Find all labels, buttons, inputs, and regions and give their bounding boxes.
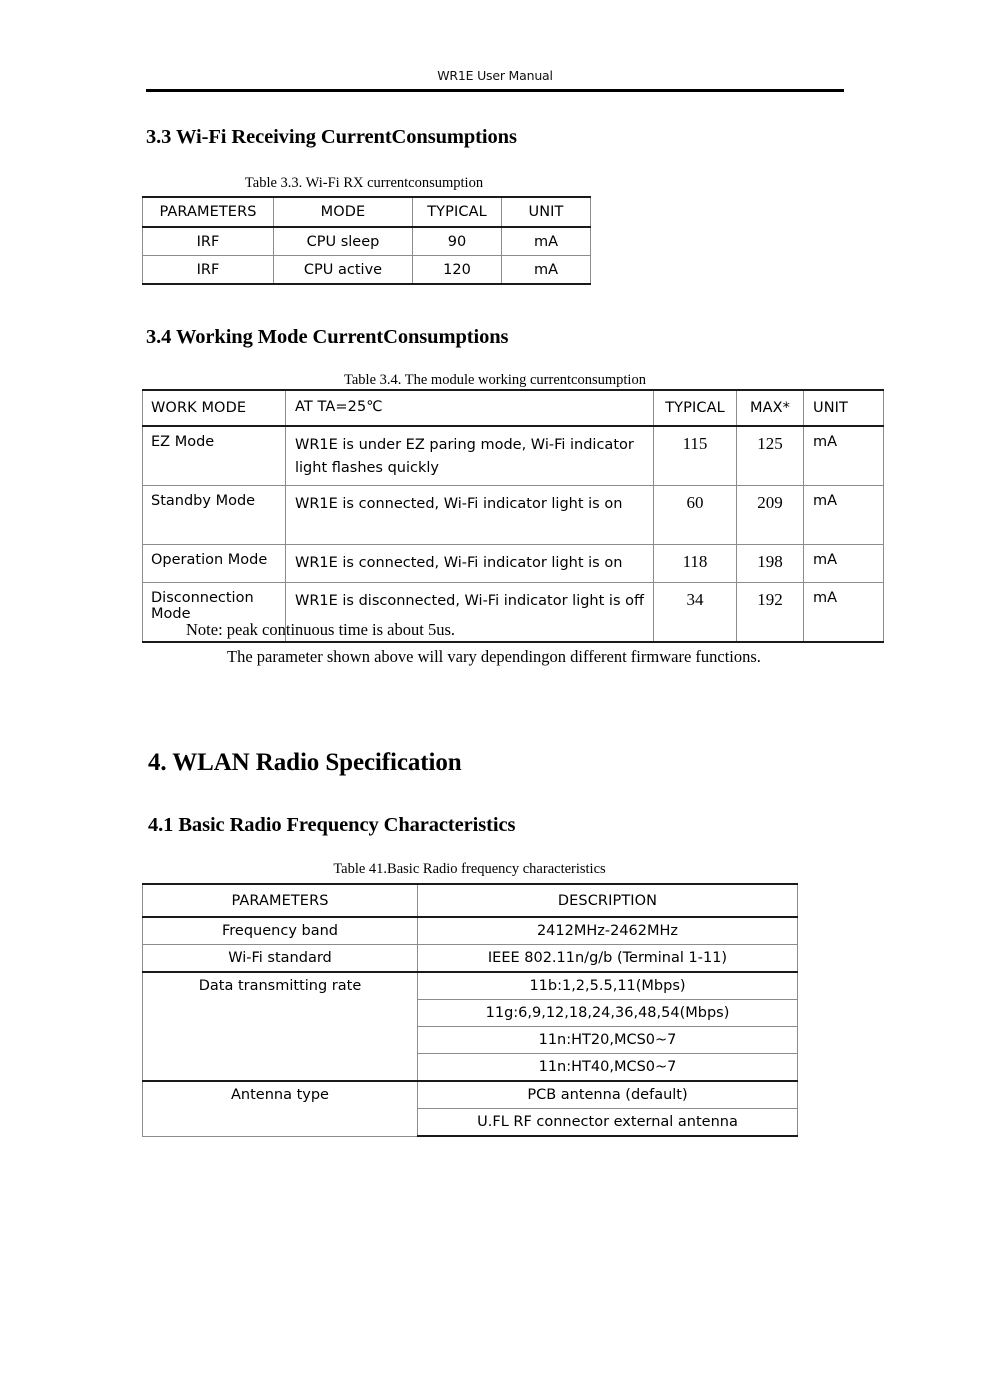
table-cell: 198 — [737, 545, 804, 583]
table-cell: CPU sleep — [274, 227, 413, 256]
table-cell: 11n:HT20,MCS0~7 — [418, 1027, 798, 1054]
table-cell: 120 — [413, 256, 502, 285]
table-3-4-header-at-ta: AT TA=25℃ — [286, 390, 654, 426]
table-cell: 192 — [737, 583, 804, 643]
table-row — [143, 426, 884, 486]
table-cell: 60 — [654, 486, 737, 545]
note-firmware-variation: The parameter shown above will vary dependingon different firmware functions. — [227, 647, 761, 666]
table-cell: Data transmitting rate — [143, 972, 418, 1081]
table-3-4 — [142, 389, 884, 643]
table-cell: WR1E is disconnected, Wi-Fi indicator light is off — [286, 583, 654, 643]
table-cell: 118 — [654, 545, 737, 583]
heading-3-3: 3.3 Wi-Fi Receiving CurrentConsumptions — [146, 126, 517, 148]
table-3-3-header-typical: TYPICAL — [413, 197, 502, 227]
table-cell: Wi-Fi standard — [143, 945, 418, 973]
table-4-1-header-parameters: PARAMETERS — [143, 884, 418, 917]
table-cell: 34 — [654, 583, 737, 643]
table-cell: WR1E is connected, Wi-Fi indicator light is on — [286, 486, 654, 545]
table-cell: mA — [804, 486, 884, 545]
table-cell: mA — [502, 227, 591, 256]
table-3-3-header-parameters: PARAMETERS — [143, 197, 274, 227]
table-cell: mA — [804, 583, 884, 643]
table-3-3-header-mode: MODE — [274, 197, 413, 227]
table-cell: mA — [502, 256, 591, 285]
table-row — [143, 945, 798, 973]
table-cell: Antenna type — [143, 1081, 418, 1136]
table-row — [143, 227, 591, 256]
table-cell: 125 — [737, 426, 804, 486]
caption-table-4-1: Table 41.Basic Radio frequency characteristics — [333, 861, 606, 877]
table-cell: 2412MHz-2462MHz — [418, 917, 798, 945]
table-3-4-header-typical: TYPICAL — [654, 390, 737, 426]
caption-table-3-4: Table 3.4. The module working currentconsumption — [344, 372, 646, 388]
table-row — [143, 390, 884, 426]
note-peak-time: Note: peak continuous time is about 5us. — [186, 620, 456, 639]
caption-table-3-3: Table 3.3. Wi-Fi RX currentconsumption — [244, 175, 484, 191]
table-cell: 115 — [654, 426, 737, 486]
table-row — [143, 545, 884, 583]
table-cell: WR1E is under EZ paring mode, Wi-Fi indicator light flashes quickly — [286, 426, 654, 486]
table-cell: IRF — [143, 256, 274, 285]
running-header: WR1E User Manual — [437, 68, 553, 83]
table-row — [143, 197, 591, 227]
table-cell: 90 — [413, 227, 502, 256]
table-4-1 — [142, 883, 798, 1137]
table-cell: 209 — [737, 486, 804, 545]
table-3-4-header-unit: UNIT — [804, 390, 884, 426]
table-cell: mA — [804, 426, 884, 486]
table-cell: WR1E is connected, Wi-Fi indicator light is on — [286, 545, 654, 583]
header-rule — [146, 89, 844, 92]
heading-3-4: 3.4 Working Mode CurrentConsumptions — [146, 326, 509, 348]
table-row — [143, 1081, 798, 1109]
table-cell: IRF — [143, 227, 274, 256]
table-cell: Disconnection Mode — [143, 583, 286, 643]
table-3-3 — [142, 196, 591, 285]
table-cell: U.FL RF connector external antenna — [418, 1109, 798, 1137]
table-row — [143, 256, 591, 285]
table-row — [143, 884, 798, 917]
table-3-4-header-max: MAX* — [737, 390, 804, 426]
table-cell: CPU active — [274, 256, 413, 285]
heading-4-1: 4.1 Basic Radio Frequency Characteristics — [148, 814, 516, 836]
table-row — [143, 972, 798, 1000]
table-cell: 11g:6,9,12,18,24,36,48,54(Mbps) — [418, 1000, 798, 1027]
table-cell: Standby Mode — [143, 486, 286, 545]
table-cell: PCB antenna (default) — [418, 1081, 798, 1109]
table-cell: Frequency band — [143, 917, 418, 945]
table-cell: EZ Mode — [143, 426, 286, 486]
table-cell: 11b:1,2,5.5,11(Mbps) — [418, 972, 798, 1000]
table-row — [143, 917, 798, 945]
table-3-3-header-unit: UNIT — [502, 197, 591, 227]
table-cell: Operation Mode — [143, 545, 286, 583]
table-4-1-header-description: DESCRIPTION — [418, 884, 798, 917]
table-3-4-header-work-mode: WORK MODE — [143, 390, 286, 426]
table-cell: IEEE 802.11n/g/b (Terminal 1-11) — [418, 945, 798, 973]
table-cell: 11n:HT40,MCS0~7 — [418, 1054, 798, 1082]
table-row — [143, 486, 884, 545]
table-cell: mA — [804, 545, 884, 583]
heading-4: 4. WLAN Radio Specification — [148, 749, 462, 776]
